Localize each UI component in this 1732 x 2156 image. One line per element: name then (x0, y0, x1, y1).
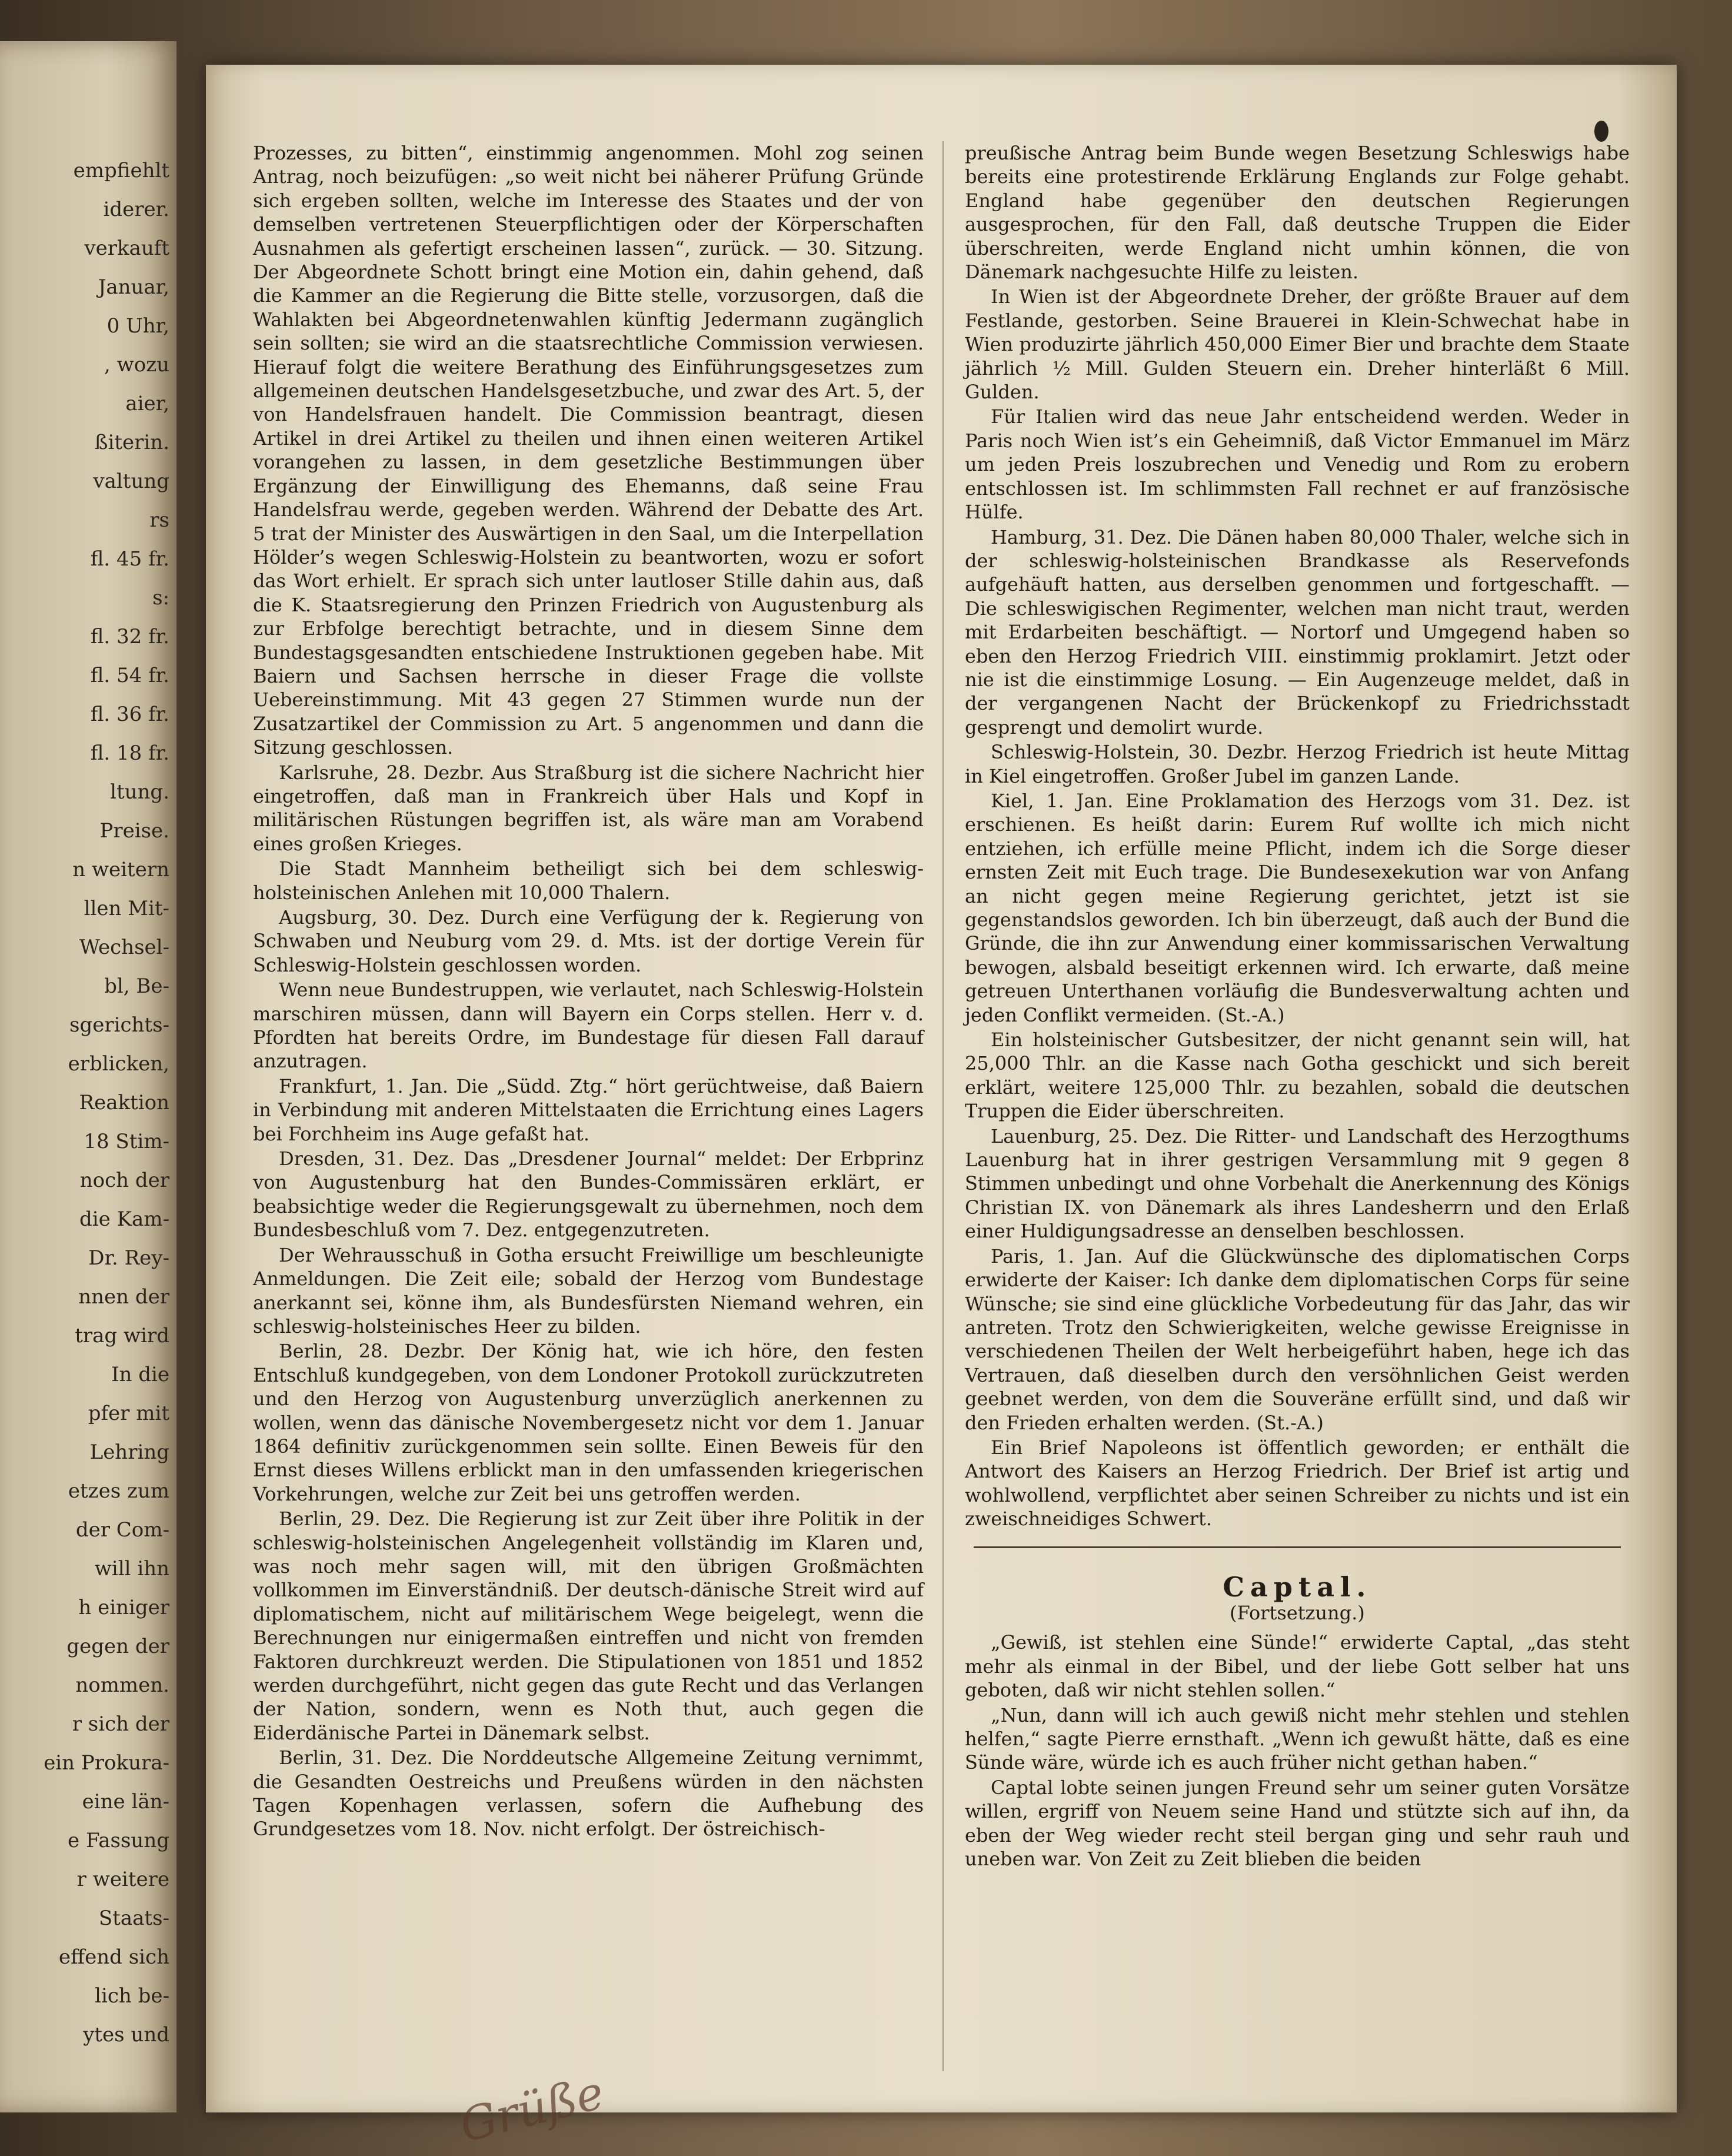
left-page-fragment: Reaktion (79, 1091, 169, 1114)
left-page-fragment: nnen der (78, 1285, 169, 1309)
article-paragraph: Lauenburg, 25. Dez. Die Ritter- und Landschaft des Herzogthums Lauenburg hat in ihrer gestrigen Versammlung mit 9 gegen 8 Stimmen unbedingt und ohne Vorbehalt die Anerkennung des Königs Christian IX. von Dänemark als ihres Landesherrn und den Erlaß einer Huldigungsadresse an denselben beschlossen. (965, 1124, 1630, 1243)
left-page-fragment: Wechsel- (79, 936, 169, 959)
story-subtitle: (Fortsetzung.) (1230, 1601, 1365, 1624)
left-page-fragment: In die (111, 1363, 169, 1386)
left-page-fragment: 18 Stim- (84, 1130, 169, 1153)
left-page-fragment: nommen. (75, 1673, 169, 1697)
handwritten-note: Grüße (454, 2066, 609, 2153)
left-page-fragment: iderer. (103, 198, 169, 221)
left-page-fragment: die Kam- (79, 1207, 169, 1231)
article-paragraph: Hamburg, 31. Dez. Die Dänen haben 80,000 Thaler, welche sich in der schleswig-holsteinischen Brandkasse als Reservefonds aufgehäuft hatten, aus derselben genommen und fortgeschafft. — Die schleswigischen Regimenter, welchen man nicht traut, werden mit Erdarbeiten beschäftigt. — Nortorf und Umgegend haben so eben den Herzog Friedrich VIII. einstimmig proklamirt. Jetzt oder nie ist die einstimmige Losung. — Ein Augenzeuge meldet, daß in der vergangenen Nacht der Brückenkopf zu Friedrichsstadt gesprengt und demolirt wurde. (965, 525, 1630, 738)
left-page-fragment: fl. 45 fr. (90, 547, 169, 571)
article-paragraph: Ein Brief Napoleons ist öffentlich geworden; er enthält die Antwort des Kaisers an Herzog Friedrich. Der Brief ist artig und wohlwollend, verpflichtet aber seinen Schreiber zu nichts und ist ein zweischneidiges Schwert. (965, 1436, 1630, 1531)
article-paragraph: Die Stadt Mannheim betheiligt sich bei dem schleswig-holsteinischen Anlehen mit 10,000 Thalern. (253, 857, 924, 904)
left-page-fragment: Dr. Rey- (88, 1246, 169, 1270)
left-page-fragment: ytes und (83, 2023, 169, 2047)
left-page-fragment: , wozu (104, 353, 169, 377)
article-paragraph: preußische Antrag beim Bunde wegen Besetzung Schleswigs habe bereits eine protestirende Erklärung Englands zur Folge gehabt. England habe gegenüber den deutschen Regierungen ausgesprochen, für den Fall, daß deutsche Truppen die Eider überschreiten, werde England nicht umhin können, die von Dänemark nachgesuchte Hilfe zu leisten. (965, 142, 1630, 284)
news-column-right (965, 141, 1630, 1531)
story-paragraph: „Gewiß, ist stehlen eine Sünde!“ erwiderte Captal, „das steht mehr als einmal in der Bibel, und der liebe Gott selber hat uns geboten, daß wir nicht stehlen sollen.“ (965, 1631, 1630, 1702)
column-divider (942, 141, 944, 2071)
left-page-fragment: effend sich (58, 1945, 169, 1969)
article-paragraph: Prozesses, zu bitten“, einstimmig angenommen. Mohl zog seinen Antrag, noch beizufügen: „so weit nicht bei näherer Prüfung Gründe sich ergeben sollten, welche im Interesse des Staates und der von demselben vertretenen Steuerpflichtigen oder der Körperschaften Ausnahmen als gefertigt erscheinen lassen“, zurück. — 30. Sitzung. Der Abgeordnete Schott bringt eine Motion ein, dahin gehend, daß die Kammer an die Regierung die Bitte stelle, vorzusorgen, daß die Wahlakten bei Abgeordnetenwahlen künftig Jedermann zugänglich sein sollten; sie wird an die staatsrechtliche Commission verwiesen. Hierauf folgt die weitere Berathung des Einführungsgesetzes zum allgemeinen deutschen Handelsgesetzbuche, und zwar des Art. 5, der von Handelsfrauen handelt. Die Commission beantragt, diesen Artikel in drei Artikel zu theilen und ihnen einen weiteren Artikel vorangehen zu lassen, in dem gesetzliche Bestimmungen über Ergänzung der Einwilligung des Ehemanns, daß seine Frau Handelsfrau werde, gegeben werden. Während der Debatte des Art. 5 trat der Minister des Auswärtigen in den Saal, um die Interpellation Hölder’s wegen Schleswig-Holstein zu beantworten, wozu er sofort das Wort erhielt. Er sprach sich unter lautloser Stille dahin aus, daß die K. Staatsregierung den Prinzen Friedrich von Augustenburg als zur Erbfolge berechtigt betrachte, und in diesem Sinne dem Bundestagsgesandten entschiedene Instruktionen gegeben habe. Mit Baiern und Sachsen herrsche in dieser Frage die vollste Uebereinstimmung. Mit 43 gegen 27 Stimmen wurde nun der Zusatzartikel der Commission zu Art. 5 angenommen und dann die Sitzung geschlossen. (253, 142, 924, 759)
left-page-fragment: h einiger (78, 1596, 169, 1619)
left-page-fragment: Lehring (89, 1440, 169, 1464)
left-page-fragment: bl, Be- (104, 974, 169, 998)
article-paragraph: Schleswig-Holstein, 30. Dezbr. Herzog Friedrich ist heute Mittag in Kiel eingetroffen. Großer Jubel im ganzen Lande. (965, 741, 1630, 787)
column-left (253, 141, 924, 1842)
left-page-fragment: ßiterin. (94, 431, 169, 454)
left-page-fragment: r weitere (76, 1868, 169, 1891)
article-paragraph: In Wien ist der Abgeordnete Dreher, der größte Brauer auf dem Festlande, gestorben. Seine Brauerei in Klein-Schwechat habe in Wien produzirte jährlich 450,000 Eimer Bier und brachte dem Staate jährlich ½ Mill. Gulden Steuern ein. Dreher hinterläßt 6 Mill. Gulden. (965, 285, 1630, 404)
left-page-fragment: sgerichts- (69, 1013, 169, 1037)
article-paragraph: Paris, 1. Jan. Auf die Glückwünsche des diplomatischen Corps erwiderte der Kaiser: Ich danke dem diplomatischen Corps für seine Wünsche; sie sind eine glückliche Vorbedeutung für das Jahr, das wir antreten. Trotz den Schwierigkeiten, welche gewisse Ereignisse in verschiedenen Theilen der Welt herbeigeführt haben, hege ich das Vertrauen, daß dieselben durch den versöhnlichen Geist werden geebnet werden, von dem die Souveräne erfüllt sind, und daß wir den Frieden erhalten werden. (St.-A.) (965, 1245, 1630, 1434)
left-page-fragment: noch der (79, 1169, 169, 1192)
left-page-fragment: gegen der (66, 1635, 169, 1658)
article-paragraph: Dresden, 31. Dez. Das „Dresdener Journal“ meldet: Der Erbprinz von Augustenburg hat den Bundes-Commissären erklärt, er beabsichtige weder die Regierungsgewalt zu übernehmen, noch dem Bundesbeschluß vom 7. Dez. entgegenzutreten. (253, 1147, 924, 1242)
left-page-fragment: Preise. (99, 819, 169, 843)
article-paragraph: Augsburg, 30. Dez. Durch eine Verfügung der k. Regierung von Schwaben und Neuburg vom 29. d. Mts. ist der dortige Verein für Schleswig-Holstein geschlossen worden. (253, 906, 924, 976)
left-page-fragment: aier, (125, 392, 169, 415)
left-page-fragment: empfiehlt (73, 159, 169, 182)
story-body (965, 1631, 1630, 1871)
left-page-fragment: n weitern (72, 858, 169, 881)
article-paragraph: Wenn neue Bundestruppen, wie verlautet, nach Schleswig-Holstein marschiren müssen, dann will Bayern ein Corps stellen. Herr v. d. Pfordten hat bereits Ordre, im Bundestage für diesen Fall darauf anzutragen. (253, 979, 924, 1073)
left-page-fragment: will ihn (94, 1557, 169, 1581)
left-page-fragment: pfer mit (88, 1402, 169, 1425)
left-page-fragment: llen Mit- (84, 897, 169, 920)
left-page-fragment: r sich der (72, 1712, 169, 1736)
left-page-fragment: rs (149, 508, 169, 532)
article-paragraph: Kiel, 1. Jan. Eine Proklamation des Herzogs vom 31. Dez. ist erschienen. Es heißt darin: Eurem Ruf wollte ich mich nicht entziehen, ich erfülle meine Pflicht, indem ich die Sorge dieser ernsten Zeit mit Euch trage. Die Bundesexekution war von Anfang an nicht gegen meine Regierung gerichtet, jetzt ist sie gegenstandslos geworden. Ich bin überzeugt, daß auch der Bund die Gründe, die ihn zur Anwendung einer kommissarischen Verwaltung bewogen, alsbald beseitigt erkennen wird. Ich erwarte, daß meine getreuen Unterthanen vorläufig die Bundesverwaltung achten und jeden Conflikt vermeiden. (St.-A.) (965, 789, 1630, 1026)
article-paragraph: Berlin, 29. Dez. Die Regierung ist zur Zeit über ihre Politik in der schleswig-holsteinischen Angelegenheit vollständig im Klaren und, was noch mehr sagen will, mit den übrigen Großmächten vollkommen im Einverständniß. Der deutsch-dänische Streit wird auf diplomatischem, nicht auf militärischem Wege beigelegt, wenn die Berechnungen nur einigermaßen eintreffen und nicht von fremden Faktoren durchkreuzt werden. Die Stipulationen von 1851 und 1852 werden durchgeführt, nicht gegen das gute Recht und das Verlangen der Nation, sondern, wenn es Noth thut, auch gegen die Eiderdänische Partei in Dänemark selbst. (253, 1508, 924, 1744)
left-page-fragment: ein Prokura- (44, 1751, 169, 1775)
article-paragraph: Für Italien wird das neue Jahr entscheidend werden. Weder in Paris noch Wien ist’s ein Geheimniß, daß Victor Emmanuel im März um jeden Preis loszubrechen und Venedig und Rom zu erobern entschlossen ist. Im schlimmsten Fall rechnet er auf französische Hülfe. (965, 405, 1630, 524)
left-page-fragment: Staats- (98, 1907, 169, 1930)
story-paragraph: Captal lobte seinen jungen Freund sehr um seiner guten Vorsätze willen, ergriff von Neuem seine Hand und stützte sich auf ihn, da eben der Weg wieder recht steil bergan ging und sehr rauh und uneben war. Von Zeit zu Zeit blieben die beiden (965, 1776, 1630, 1871)
left-page-fragment: fl. 18 fr. (90, 741, 169, 765)
left-page-fragment: fl. 32 fr. (90, 625, 169, 648)
newspaper-page (206, 65, 1677, 2153)
story-paragraph: „Nun, dann will ich auch gewiß nicht mehr stehlen und stehlen helfen,“ sagte Pierre ernsthaft. „Wenn ich gewußt hätte, daß es eine Sünde wäre, würde ich es auch früher nicht gethan haben.“ (965, 1703, 1630, 1774)
article-paragraph: Berlin, 31. Dez. Die Norddeutsche Allgemeine Zeitung vernimmt, die Gesandten Oestreichs und Preußens würden in den nächsten Tagen Kopenhagen verlassen, sofern die Aufhebung des Grundgesetzes vom 18. Nov. nicht erfolgt. Der östreichisch- (253, 1746, 924, 1841)
left-page-fragment: etzes zum (68, 1479, 169, 1503)
left-page-fragment: 0 Uhr, (106, 314, 169, 338)
column-right (965, 141, 1630, 1872)
left-page-fragment: erblicken, (68, 1052, 169, 1076)
article-paragraph: Ein holsteinischer Gutsbesitzer, der nicht genannt sein will, hat 25,000 Thlr. an die Kasse nach Gotha geschickt und sich bereit erklärt, weitere 125,000 Thlr. zu bezahlen, sobald die deutschen Truppen die Eider überschreiten. (965, 1029, 1630, 1123)
left-page-fragment: lich be- (95, 1984, 169, 2008)
left-page-fragment: fl. 36 fr. (90, 703, 169, 726)
article-paragraph: Frankfurt, 1. Jan. Die „Südd. Ztg.“ hört gerüchtweise, daß Baiern in Verbindung mit anderen Mittelstaaten die Errichtung eines Lagers bei Forchheim ins Auge gefaßt hat. (253, 1074, 924, 1145)
left-page-fragment: verkauft (84, 237, 169, 260)
left-page-fragment: ltung. (110, 780, 169, 804)
story-separator-rule (974, 1546, 1621, 1548)
left-page-fragment: eine län- (82, 1790, 169, 1814)
left-page-fragment: fl. 54 fr. (90, 664, 169, 687)
left-page-fragment: Januar, (98, 275, 169, 299)
left-page-fragment: trag wird (75, 1324, 169, 1348)
left-page-fragment: e Fassung (68, 1829, 169, 1852)
story-title: Captal. (1223, 1571, 1372, 1603)
left-page-edge (0, 41, 176, 2112)
left-page-fragment: s: (152, 586, 169, 610)
left-page-fragment: der Com- (75, 1518, 169, 1542)
left-page-fragment: valtung (93, 470, 169, 493)
article-paragraph: Karlsruhe, 28. Dezbr. Aus Straßburg ist die sichere Nachricht hier eingetroffen, daß man in Frankreich über Hals und Kopf in militärischen Rüstungen begriffen ist, als wäre man am Vorabend eines großen Krieges. (253, 761, 924, 855)
article-paragraph: Berlin, 28. Dezbr. Der König hat, wie ich höre, den festen Entschluß kundgegeben, von dem Londoner Protokoll zurückzutreten und den Herzog von Augustenburg unverzüglich anerkennen zu wollen, wenn das dänische Novembergesetz nicht vor dem 1. Januar 1864 definitiv zurückgenommen sein sollte. Einen Beweis für den Ernst dieses Willens erblickt man in den umfassenden kriegerischen Vorkehrungen, welche zur Zeit bei uns getroffen werden. (253, 1340, 924, 1505)
ink-spot (1594, 121, 1608, 142)
article-paragraph: Der Wehrausschuß in Gotha ersucht Freiwillige um beschleunigte Anmeldungen. Die Zeit eile; sobald der Herzog vom Bundestage anerkannt sei, könne ihm, als Bundesfürsten Niemand wehren, ein schleswig-holsteinisches Heer zu bilden. (253, 1243, 924, 1337)
